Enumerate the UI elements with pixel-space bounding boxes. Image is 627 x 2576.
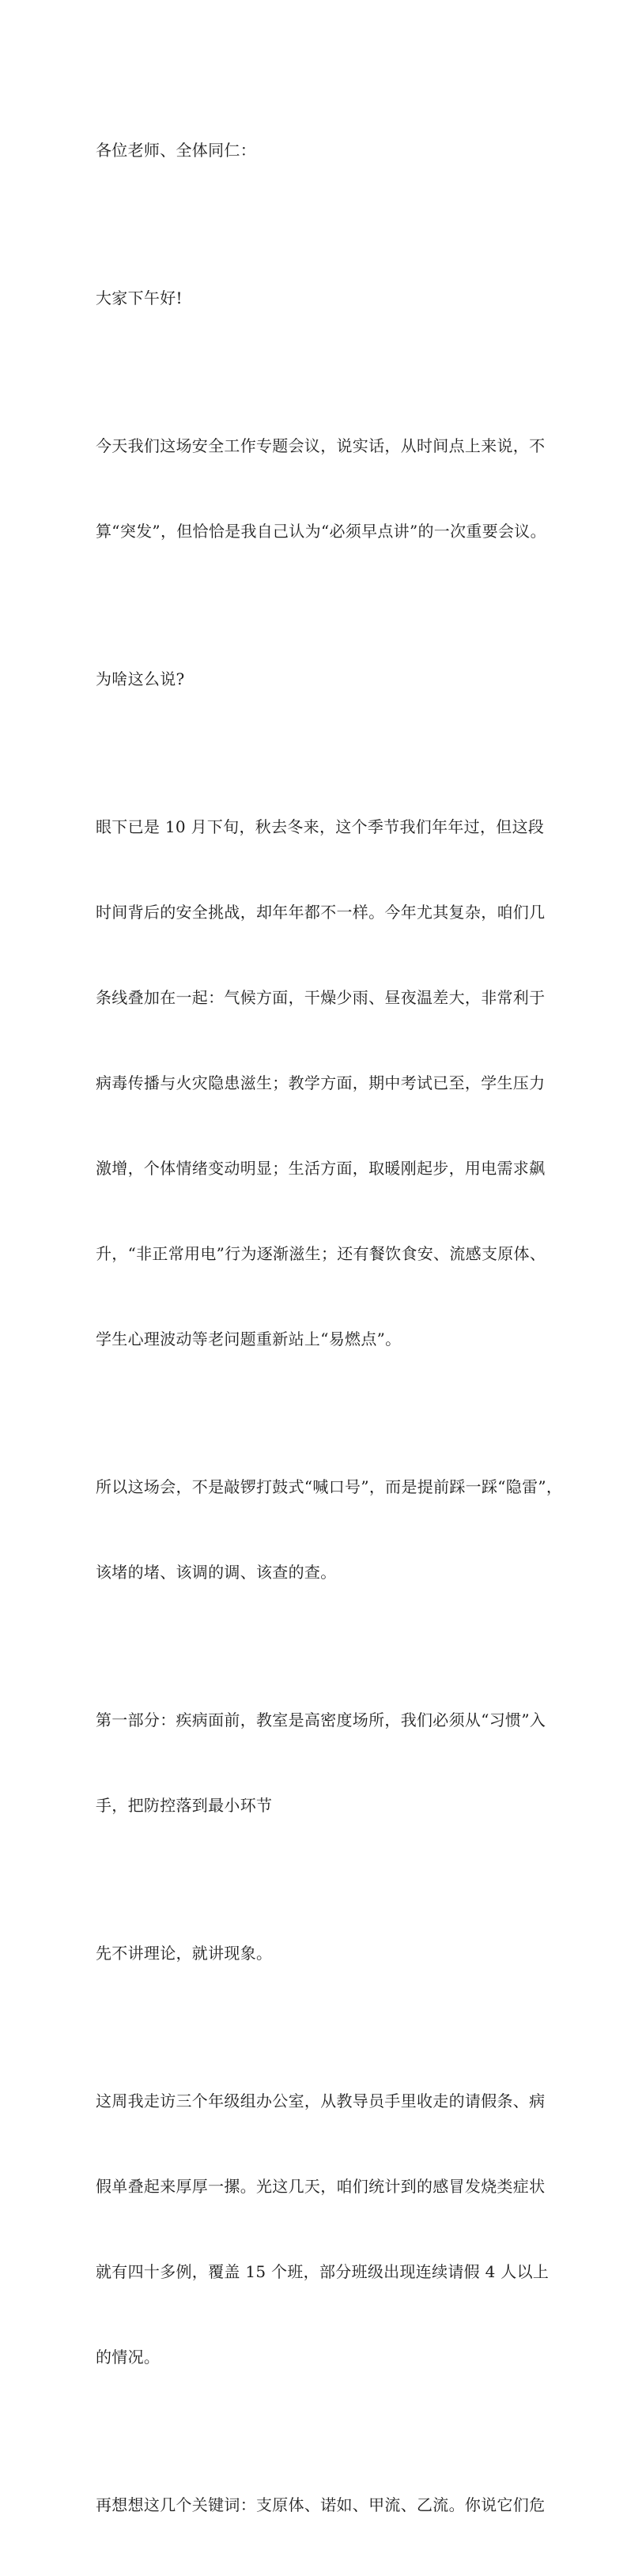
text-line: 手，把防控落到最小环节: [96, 1796, 273, 1815]
text-line: 眼下已是 10 月下旬，秋去冬来，这个季节我们年年过，但这段: [96, 817, 545, 836]
lead-paragraph: [96, 1882, 538, 2024]
keywords-paragraph: [96, 2434, 546, 2576]
text-line: 该堵的堵、该调的调、该查的查。: [96, 1563, 337, 1582]
salutation-paragraph: [96, 79, 538, 221]
text-line: 就有四十多例，覆盖 15 个班，部分班级出现连续请假 4 人以上: [96, 2262, 550, 2281]
text-line: 今天我们这场安全工作专题会议，说实话，从时间点上来说，不: [96, 436, 546, 455]
text-line: 算“突发”，但恰恰是我自己认为“必须早点讲”的一次重要会议。: [96, 522, 546, 541]
text-line: 这周我走访三个年级组办公室，从教导员手里收走的请假条、病: [96, 2091, 546, 2110]
text-line: 学生心理波动等老问题重新站上“易燃点”。: [96, 1329, 402, 1348]
question-paragraph: [96, 608, 538, 750]
context-paragraph: [96, 756, 546, 1410]
section-heading-paragraph: [96, 1649, 546, 1876]
text-line: 先不讲理论，就讲现象。: [96, 1944, 273, 1963]
text-line: 时间背后的安全挑战，却年年都不一样。今年尤其复杂，咱们几: [96, 903, 546, 922]
text-line: 升，“非正常用电”行为逐渐滋生；还有餐饮食安、流感支原体、: [96, 1244, 546, 1263]
intro-paragraph: [96, 375, 546, 602]
greeting-paragraph: [96, 227, 538, 369]
text-line: 大家下午好!: [96, 289, 183, 307]
document-body: [96, 79, 563, 2576]
text-line: 为啥这么说?: [96, 669, 185, 688]
observation-paragraph: [96, 2030, 550, 2428]
text-line: 第一部分：疾病面前，教室是高密度场所，我们必须从“习惯”入: [96, 1710, 546, 1729]
text-line: 病毒传播与火灾隐患滋生；教学方面，期中考试已至，学生压力: [96, 1073, 546, 1092]
text-line: 假单叠起来厚厚一摞。光这几天，咱们统计到的感冒发烧类症状: [96, 2177, 546, 2196]
text-line: 各位老师、全体同仁：: [96, 141, 256, 160]
text-line: 条线叠加在一起：气候方面，干燥少雨、昼夜温差大，非常利于: [96, 988, 546, 1007]
text-line: 的情况。: [96, 2348, 161, 2367]
purpose-paragraph: [96, 1416, 563, 1643]
text-line: 所以这场会，不是敲锣打鼓式“喊口号”，而是提前踩一踩“隐雷”，: [96, 1477, 563, 1496]
text-line: 再想想这几个关键词：支原体、诺如、甲流、乙流。你说它们危: [96, 2495, 546, 2514]
text-line: 激增，个体情绪变动明显；生活方面，取暖刚起步，用电需求飙: [96, 1159, 546, 1178]
